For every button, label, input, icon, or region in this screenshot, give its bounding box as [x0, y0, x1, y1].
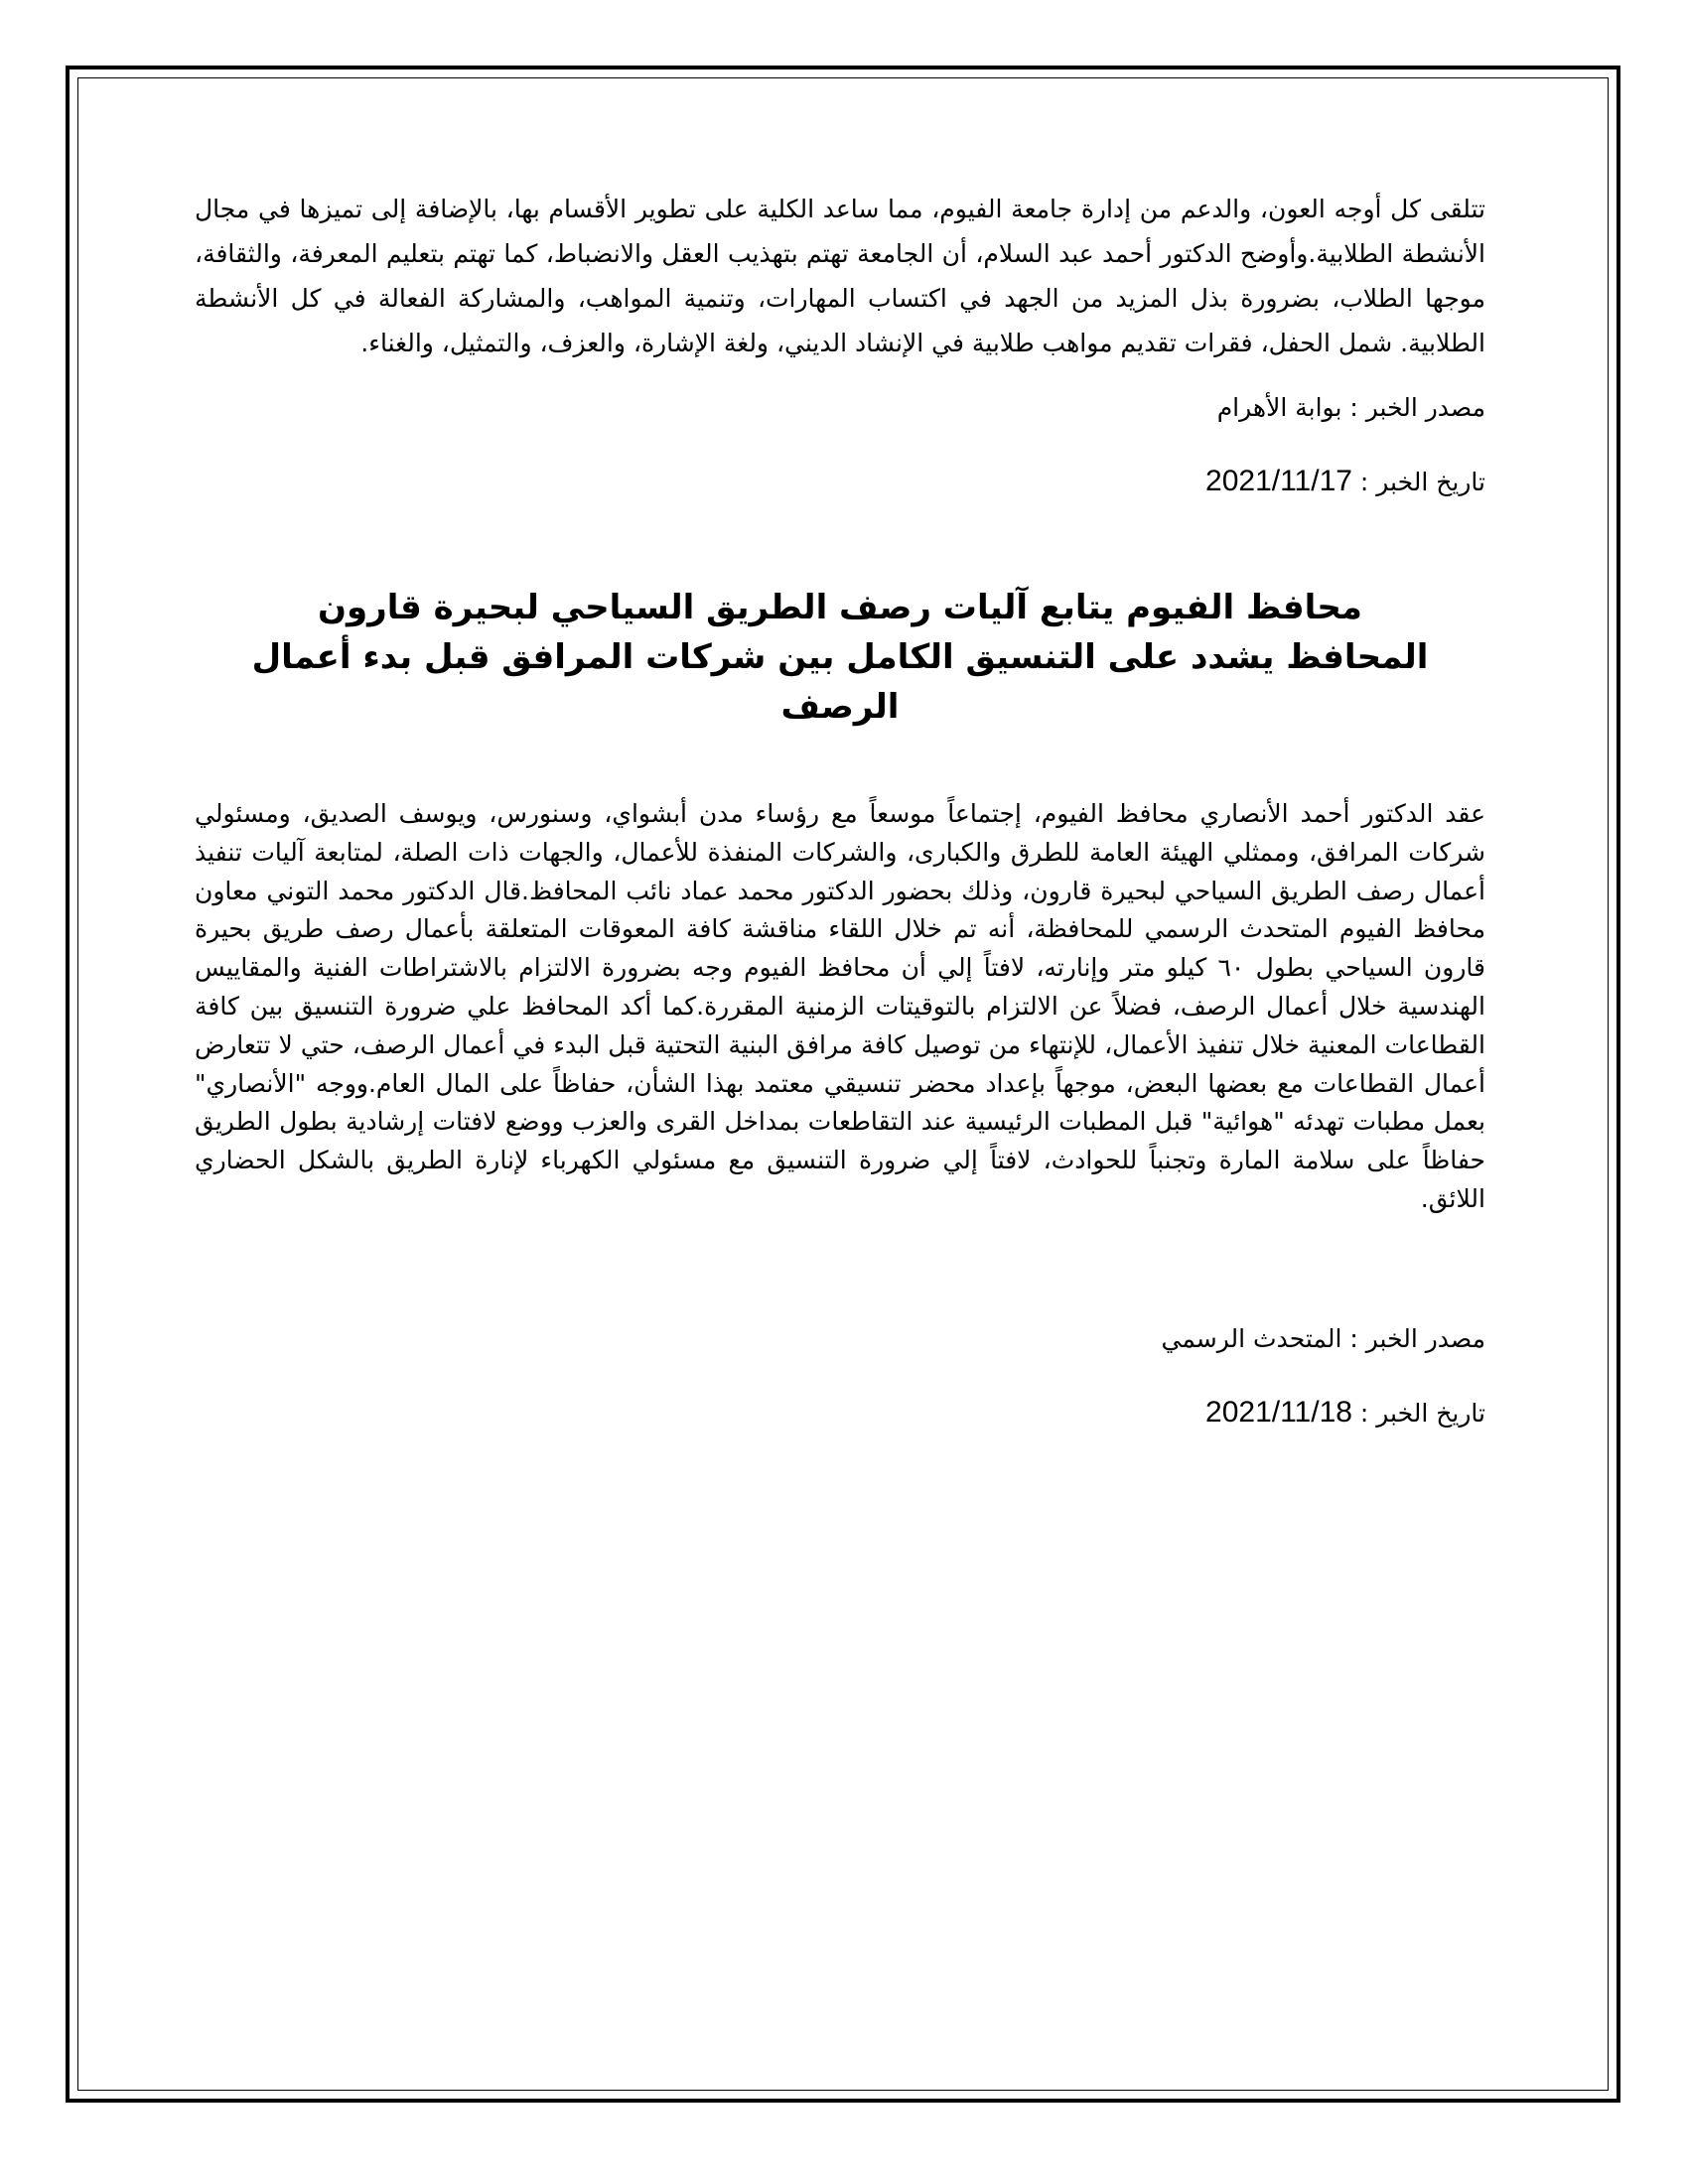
source-label: مصدر الخبر : [1349, 393, 1485, 422]
headline-line-2: المحافظ يشدد على التنسيق الكامل بين شركات المرافق قبل بدء أعمال الرصف [251, 637, 1429, 727]
article2-body: عقد الدكتور أحمد الأنصاري محافظ الفيوم، إجتماعاً موسعاً مع رؤساء مدن أبشواي، وسنورس، ويوسف الصديق، ومسئولي شركات المرافق، وممثلي الهيئة العامة للطرق والكبارى، والشركات المنفذة للأعمال، والجهات ذات الصلة، لمتابعة آليات تنفيذ أعمال رصف الطريق السياحي لبحيرة قارون، وذلك بحضور الدكتور محمد عماد نائب المحافظ.قال الدكتور محمد التوني معاون محافظ الفيوم المتحدث الرسمي للمحافظة، أنه تم خلال اللقاء مناقشة كافة المعوقات المتعلقة بأعمال رصف طريق بحيرة قارون السياحي بطول ٦٠ كيلو متر وإنارته، لافتاً إلي أن محافظ الفيوم وجه بضرورة الالتزام بالاشتراطات الفنية والمقاييس الهندسية خلال أعمال الرصف، فضلاً عن الالتزام بالتوقيتات الزمنية المقررة.كما أكد المحافظ علي ضرورة التنسيق بين كافة القطاعات المعنية خلال تنفيذ الأعمال، للإنتهاء من توصيل كافة مرافق البنية التحتية قبل البدء في أعمال الرصف، حتي لا تتعارض أعمال القطاعات مع بعضها البعض، موجهاً بإعداد محضر تنسيقي معتمد بهذا الشأن، حفاظاً على المال العام.ووجه "الأنصاري" بعمل مطبات تهدئه "هوائية" قبل المطبات الرئيسية عند التقاطعات بمداخل القرى والعزب ووضع لافتات إرشادية بطول الطريق حفاظاً على سلامة المارة وتجنباً للحوادث، لافتاً إلي ضرورة التنسيق مع مسئولي الكهرباء لإنارة الطريق بالشكل الحضاري اللائق. [195, 799, 1485, 1213]
date-label: تاريخ الخبر : [1359, 468, 1485, 496]
article1-date-line [195, 465, 1485, 499]
date-value: 2021/11/17 [1205, 465, 1352, 497]
source-label: مصدر الخبر : [1349, 1323, 1485, 1353]
headline-line-1: محافظ الفيوم يتابع آليات رصف الطريق السياحي لبحيرة قارون [318, 588, 1362, 627]
article1-source-line [195, 391, 1485, 425]
document-content [195, 187, 1485, 1431]
article1-body: تتلقى كل أوجه العون، والدعم من إدارة جامعة الفيوم، مما ساعد الكلية على تطوير الأقسام بها، بالإضافة إلى تميزها في مجال الأنشطة الطلابية.وأوضح الدكتور أحمد عبد السلام، أن الجامعة تهتم بتهذيب العقل والانضباط، كما تهتم بتعليم المعرفة، والثقافة، موجها الطلاب، بضرورة بذل المزيد من الجهد في اكتساب المهارات، وتنمية المواهب، والمشاركة الفعالة في كل الأنشطة الطلابية. شمل الحفل، فقرات تقديم مواهب طلابية في الإنشاد الديني، ولغة الإشارة، والعزف، والتمثيل، والغناء. [195, 195, 1485, 357]
article2-date-line [195, 1396, 1485, 1431]
source-value: المتحدث الرسمي [1161, 1323, 1342, 1353]
date-label: تاريخ الخبر : [1359, 1398, 1485, 1428]
source-value: بوابة الأهرام [1216, 393, 1342, 422]
date-value: 2021/11/18 [1205, 1395, 1352, 1429]
article2-source-line [195, 1322, 1485, 1356]
article2-headline [195, 583, 1485, 732]
